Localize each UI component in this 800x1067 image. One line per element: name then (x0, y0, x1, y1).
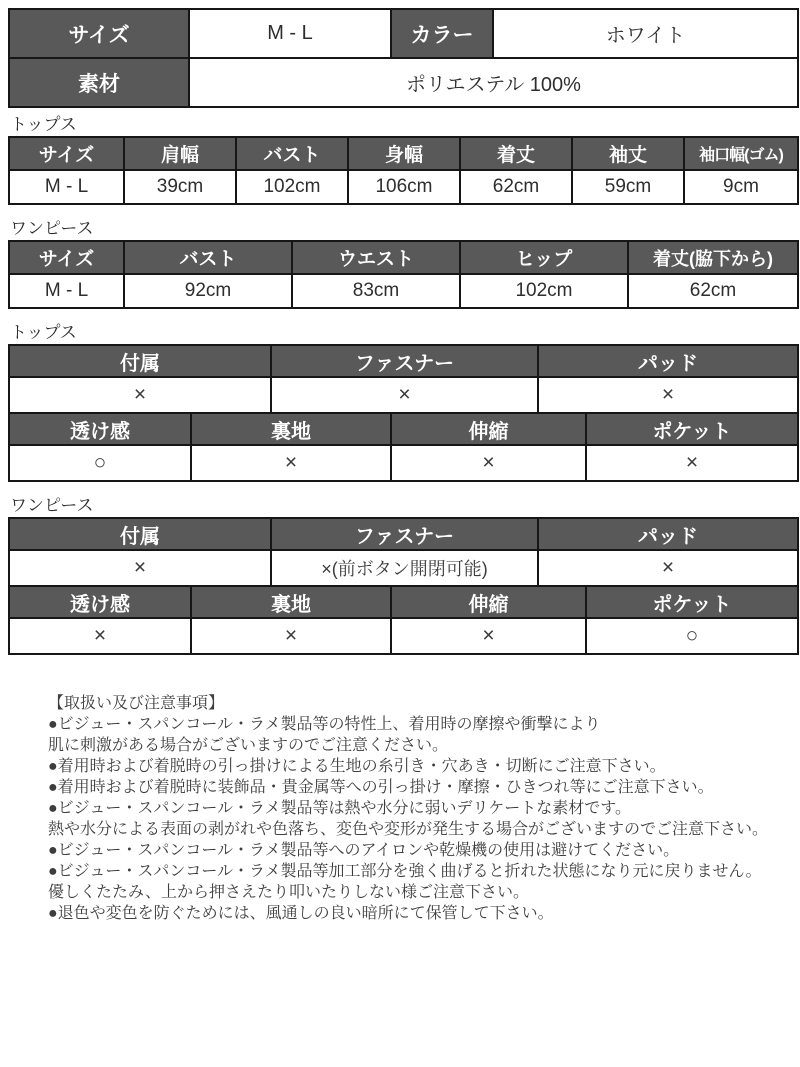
tops-shoulder-value: 39cm (124, 170, 236, 204)
onepiece-lining-value: × (191, 618, 391, 654)
note-line: ●着用時および着脱時に装飾品・貴金属等への引っ掛け・摩擦・ひきつれ等にご注意下さい。 (48, 779, 714, 796)
onepiece-size-value: M - L (9, 274, 124, 308)
onepiece-bust-value: 92cm (124, 274, 292, 308)
tops-feat-header-row2 (9, 413, 798, 445)
tops-stretch-value: × (391, 445, 586, 481)
color-header-cell: カラー (391, 9, 493, 58)
note-line: ●ビジュー・スパンコール・ラメ製品等は熱や水分に弱いデリケートな素材です。 (48, 800, 631, 817)
spec-row-size-color (9, 9, 798, 58)
care-notes-title: 【取扱い及び注意事項】 (48, 695, 225, 712)
onepiece-pad-header: パッド (538, 518, 798, 550)
onepiece-accessory-value: × (9, 550, 271, 586)
onepiece-sheerness-header: 透け感 (9, 586, 191, 618)
note-line: ●退色や変色を防ぐためには、風通しの良い暗所にて保管して下さい。 (48, 905, 554, 922)
onepiece-pad-value: × (538, 550, 798, 586)
onepiece-waist-header: ウエスト (292, 241, 460, 274)
tops-bust-header: バスト (236, 137, 348, 170)
tops-pad-value: × (538, 377, 798, 413)
onepiece-features-table-upper (8, 517, 799, 587)
spec-row-material (9, 58, 798, 107)
tops-length-value: 62cm (460, 170, 572, 204)
onepiece-length-value: 62cm (628, 274, 798, 308)
tops-accessory-header: 付属 (9, 345, 271, 377)
tops-size-value-row (9, 170, 798, 204)
onepiece-feat-value-row2 (9, 618, 798, 654)
size-header-cell: サイズ (9, 9, 189, 58)
onepiece-size-header-row (9, 241, 798, 274)
tops-stretch-header: 伸縮 (391, 413, 586, 445)
size-value-cell: M - L (189, 9, 391, 58)
tops-cuff-header: 袖口幅(ゴム) (684, 137, 798, 170)
note-line: ●着用時および着脱時の引っ掛けによる生地の糸引き・穴あき・切断にご注意下さい。 (48, 758, 666, 775)
onepiece-size-col-header: サイズ (9, 241, 124, 274)
onepiece-pocket-value: ○ (586, 618, 798, 654)
onepiece-bust-header: バスト (124, 241, 292, 274)
note-line: 肌に刺激がある場合がございますのでご注意ください。 (48, 737, 449, 754)
tops-fastener-header: ファスナー (271, 345, 538, 377)
tops-bust-value: 102cm (236, 170, 348, 204)
tops-size-table (8, 136, 799, 205)
material-value-cell: ポリエステル 100% (189, 58, 798, 107)
onepiece-feat-header-row2 (9, 586, 798, 618)
tops-feat-value-row1 (9, 377, 798, 413)
tops-bodywidth-header: 身幅 (348, 137, 460, 170)
tops-size-col-header: サイズ (9, 137, 124, 170)
tops-feat-header-row1 (9, 345, 798, 377)
tops-shoulder-header: 肩幅 (124, 137, 236, 170)
tops-sleeve-header: 袖丈 (572, 137, 684, 170)
onepiece-features-table-lower (8, 585, 799, 655)
tops-pad-header: パッド (538, 345, 798, 377)
note-line: ●ビジュー・スパンコール・ラメ製品等加工部分を強く曲げると折れた状態になり元に戻りません。 (48, 863, 762, 880)
tops-fastener-value: × (271, 377, 538, 413)
tops-cuff-value: 9cm (684, 170, 798, 204)
onepiece-fastener-value: ×(前ボタン開閉可能) (271, 550, 538, 586)
color-value-cell: ホワイト (493, 9, 798, 58)
tops-lining-value: × (191, 445, 391, 481)
onepiece-lining-header: 裏地 (191, 586, 391, 618)
onepiece-stretch-header: 伸縮 (391, 586, 586, 618)
onepiece-pocket-header: ポケット (586, 586, 798, 618)
note-line: 優しくたたみ、上から押さえたり叩いたりしない様ご注意下さい。 (48, 884, 529, 901)
onepiece-feat-value-row1 (9, 550, 798, 586)
note-line: ●ビジュー・スパンコール・ラメ製品等の特性上、着用時の摩擦や衝撃により (48, 716, 601, 733)
onepiece-length-header: 着丈(脇下から) (628, 241, 798, 274)
onepiece-size-value-row (9, 274, 798, 308)
material-header-cell: 素材 (9, 58, 189, 107)
tops-sheerness-header: 透け感 (9, 413, 191, 445)
tops-accessory-value: × (9, 377, 271, 413)
tops-lining-header: 裏地 (191, 413, 391, 445)
onepiece-hip-header: ヒップ (460, 241, 628, 274)
tops-sheerness-value: ○ (9, 445, 191, 481)
tops-bodywidth-value: 106cm (348, 170, 460, 204)
tops-pocket-value: × (586, 445, 798, 481)
onepiece-feat-header-row1 (9, 518, 798, 550)
tops-features-table-upper (8, 344, 799, 414)
onepiece-sheerness-value: × (9, 618, 191, 654)
onepiece-hip-value: 102cm (460, 274, 628, 308)
onepiece-features-section-label: ワンピース (10, 496, 94, 515)
onepiece-waist-value: 83cm (292, 274, 460, 308)
general-spec-table (8, 8, 799, 108)
tops-size-value: M - L (9, 170, 124, 204)
tops-features-table-lower (8, 412, 799, 482)
tops-features-section-label: トップス (10, 323, 77, 342)
onepiece-fastener-header: ファスナー (271, 518, 538, 550)
note-line: ●ビジュー・スパンコール・ラメ製品等へのアイロンや乾燥機の使用は避けてください。 (48, 842, 680, 859)
tops-sleeve-value: 59cm (572, 170, 684, 204)
tops-length-header: 着丈 (460, 137, 572, 170)
tops-size-header-row (9, 137, 798, 170)
tops-size-section-label: トップス (10, 115, 77, 134)
onepiece-size-section-label: ワンピース (10, 219, 94, 238)
onepiece-stretch-value: × (391, 618, 586, 654)
onepiece-accessory-header: 付属 (9, 518, 271, 550)
tops-feat-value-row2 (9, 445, 798, 481)
onepiece-size-table (8, 240, 799, 309)
note-line: 熱や水分による表面の剥がれや色落ち、変色や変形が発生する場合がございますのでご注意下さい。 (48, 821, 769, 838)
care-notes (48, 693, 800, 924)
tops-pocket-header: ポケット (586, 413, 798, 445)
